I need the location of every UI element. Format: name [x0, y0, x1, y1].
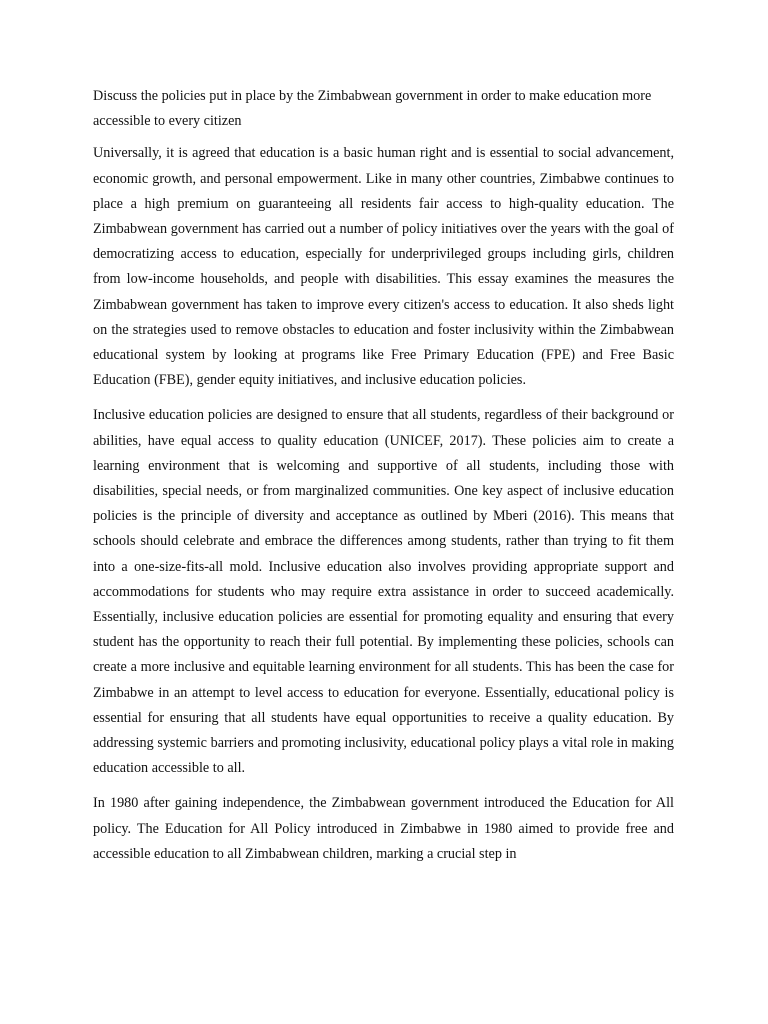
paragraph-education-for-all: In 1980 after gaining independence, the Zimbabwean government introduced the Education for All policy. The Education for All Policy introduced in Zimbabwe in 1980 aimed to provide free and accessible education to all Zimbabwean children, marking a crucial step in: [93, 795, 674, 862]
paragraph-introduction: Universally, it is agreed that education is a basic human right and is essential to social advancement, economic growth, and personal empowerment. Like in many other countries, Zimbabwe continues to place a high premium on guaranteeing all residents fair access to high-quality education. The Zimbabwean government has carried out a number of policy initiatives over the years with the goal of democratizing access to education, especially for underprivileged groups including girls, children from low-income households, and people with disabilities. This essay examines the measures the Zimbabwean government has taken to improve every citizen's access to education. It also sheds light on the strategies used to remove obstacles to education and foster inclusivity within the Zimbabwean educational system by looking at programs like Free Primary Education (FPE) and Free Basic Education (FBE), gender equity initiatives, and inclusive education policies.: [93, 145, 674, 389]
paragraph-inclusive-education: Inclusive education policies are designed to ensure that all students, regardless of their background or abilities, have equal access to quality education (UNICEF, 2017). These policies aim to create a learning environment that is welcoming and supportive of all students, including those with disabilities, special needs, or from marginalized communities. One key aspect of inclusive education policies is the principle of diversity and acceptance as outlined by Mberi (2016). This means that schools should celebrate and embrace the differences among students, rather than trying to fit them into a one-size-fits-all mold. Inclusive education also involves providing appropriate support and accommodations for students who may require extra assistance in order to succeed academically. Essentially, inclusive education policies are essential for promoting equality and ensuring that every student has the opportunity to reach their full potential. By implementing these policies, schools can create a more inclusive and equitable learning environment for all students. This has been the case for Zimbabwe in an attempt to level access to education for everyone. Essentially, educational policy is essential for ensuring that all students have equal opportunities to receive a quality education. By addressing systemic barriers and promoting inclusivity, educational policy plays a vital role in making education accessible to all.: [93, 407, 674, 777]
document-page: [93, 84, 674, 877]
document-title: Discuss the policies put in place by the Zimbabwean government in order to make education more accessible to every citizen: [93, 88, 652, 130]
